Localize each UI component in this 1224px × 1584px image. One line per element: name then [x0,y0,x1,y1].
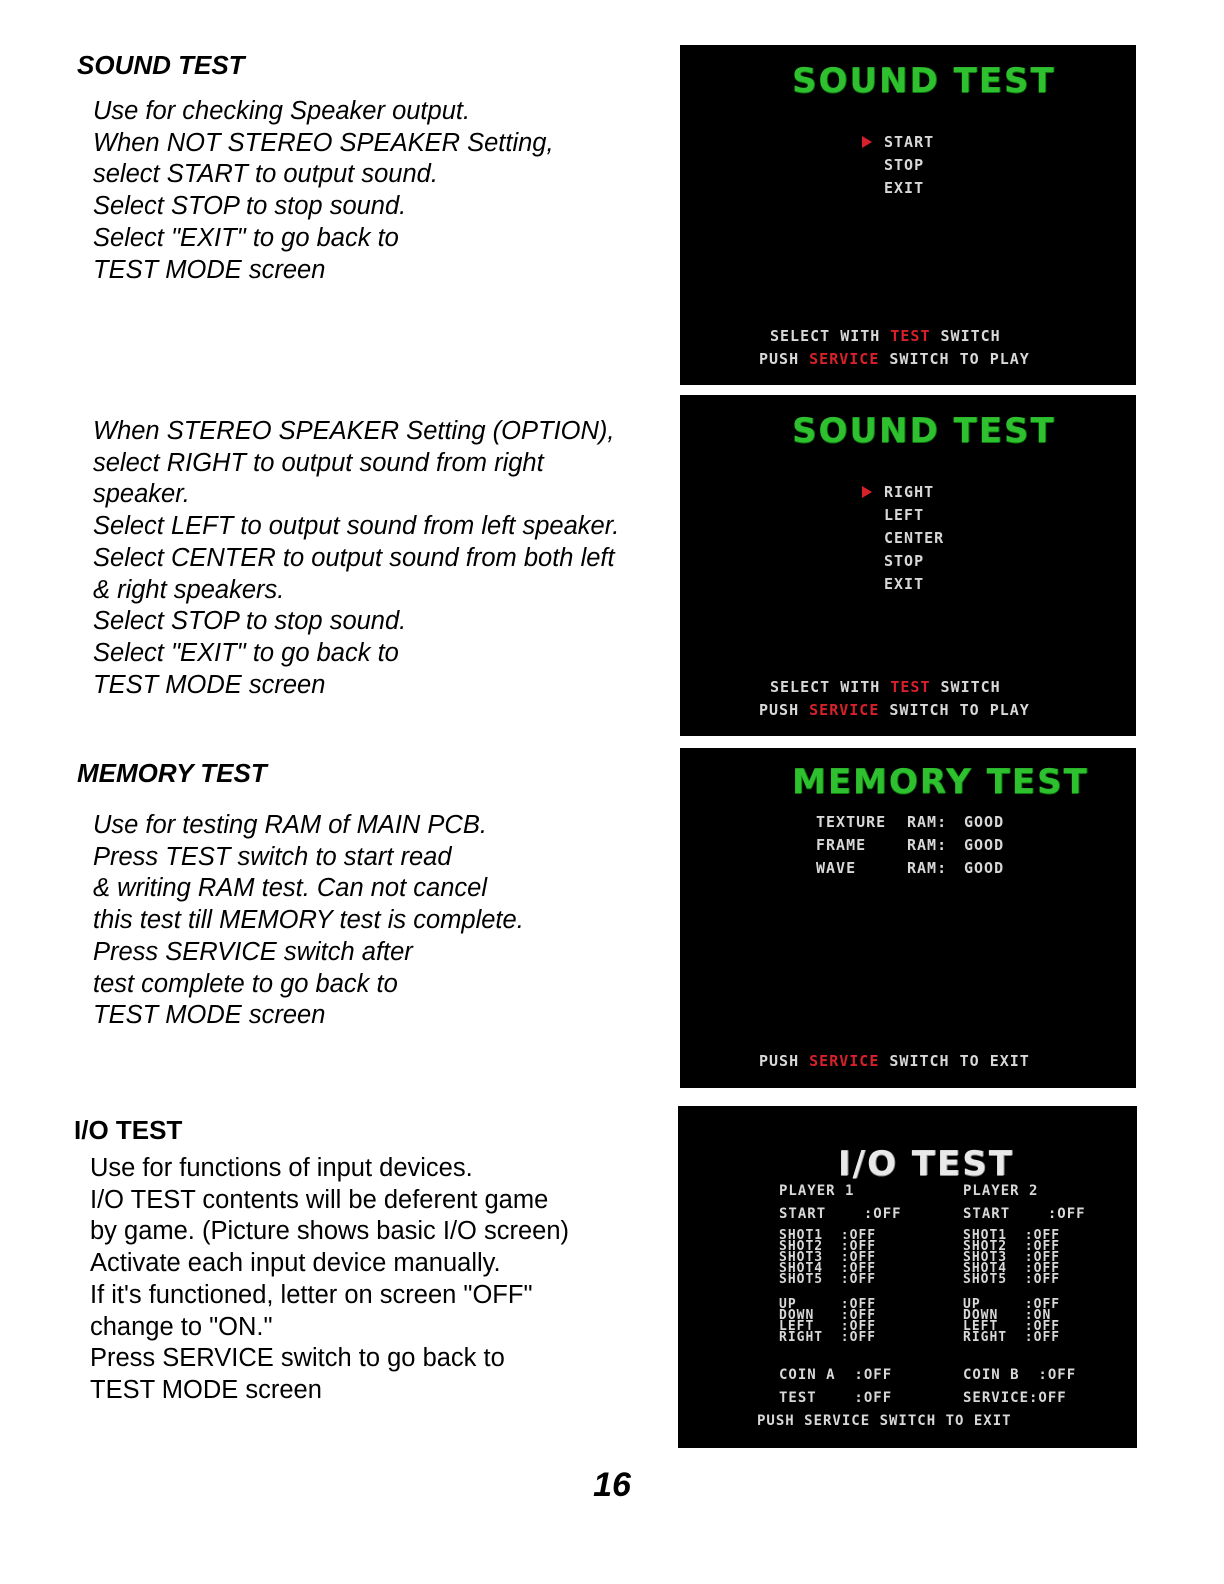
text-line: Press TEST switch to start read [93,842,452,871]
footer-text: SELECT WITH [770,678,891,696]
player2-header: PLAYER 2 [963,1183,1039,1199]
io-test-heading: I/O TEST [74,1115,183,1145]
sound-test-stereo-description [93,416,619,701]
io-test-screen [678,1106,1137,1448]
menu-item-exit: EXIT [884,179,925,197]
menu-item-left: LEFT [884,506,925,524]
menu-item-right: RIGHT [884,483,935,501]
text-line: TEST MODE screen [90,1375,322,1404]
text-line: Activate each input device manually. [90,1249,501,1278]
screen-title: I/O TEST [838,1144,1014,1184]
player2-coin: COIN B :OFF [963,1367,1077,1383]
player1-directions: UP :OFF DOWN :OFF LEFT :OFF RIGHT :OFF [779,1297,877,1345]
memory-row-label: TEXTURE [816,813,887,831]
footer-highlight: TEST [890,327,931,345]
memory-row-status: GOOD [964,813,1005,831]
footer-highlight: SERVICE [809,701,880,719]
memory-row-ram: RAM: [907,813,948,831]
memory-row-label: WAVE [816,859,857,877]
text-line: select START to output sound. [93,160,438,189]
text-line: TEST MODE screen [93,670,326,699]
service-switch-status: SERVICE:OFF [963,1390,1067,1406]
footer-highlight: TEST [890,678,931,696]
footer-text: SELECT WITH [770,327,891,345]
text-line: I/O TEST contents will be deferent game [90,1185,549,1214]
text-line: Press SERVICE switch to go back to [90,1344,505,1373]
text-line: TEST MODE screen [93,255,326,284]
menu-cursor-icon [862,486,872,498]
footer-text: SWITCH TO PLAY [879,350,1030,368]
menu-item-stop: STOP [884,552,925,570]
text-line: TEST MODE screen [93,1001,326,1030]
screen-footer-select [770,327,1001,345]
text-line: this test till MEMORY test is complete. [93,906,524,935]
player1-header: PLAYER 1 [779,1183,855,1199]
player1-shots: SHOT1 :OFF SHOT2 :OFF SHOT3 :OFF SHOT4 :OFF SHOT5 :OFF [779,1228,877,1287]
text-line: change to "ON." [90,1312,273,1341]
text-line: Press SERVICE switch after [93,937,413,966]
text-line: When NOT STEREO SPEAKER Setting, [93,128,554,157]
screen-footer-push: PUSH SERVICE SWITCH TO EXIT [757,1413,1012,1429]
memory-row-ram: RAM: [907,836,948,854]
sound-test-screen-stereo [680,395,1136,736]
footer-text: PUSH [759,1052,810,1070]
memory-test-description [93,810,524,1032]
screen-footer-select [770,678,1001,696]
text-line: Use for checking Speaker output. [93,97,471,125]
text-line: & writing RAM test. Can not cancel [93,874,487,903]
text-line: Select "EXIT" to go back to [93,223,399,252]
footer-text: PUSH [759,350,810,368]
memory-test-heading: MEMORY TEST [77,758,267,788]
screen-footer-push [759,701,1030,719]
text-line: If it's functioned, letter on screen "OFF" [90,1280,533,1309]
text-line: Select STOP to stop sound. [93,192,407,221]
player2-directions: UP :OFF DOWN :ON LEFT :OFF RIGHT :OFF [963,1297,1061,1345]
player1-start: START :OFF [779,1206,902,1222]
sound-test-screen-mono [680,45,1136,385]
sound-test-mono-description [93,96,554,286]
footer-highlight: SERVICE [809,1052,880,1070]
footer-text: SWITCH TO PLAY [879,701,1030,719]
footer-text: SWITCH [930,327,1001,345]
text-line: & right speakers. [93,575,285,604]
screen-title: SOUND TEST [792,411,1056,451]
menu-item-stop: STOP [884,156,925,174]
memory-test-screen [680,748,1136,1088]
page-number: 16 [593,1466,631,1504]
screen-footer-push [759,350,1030,368]
text-line: by game. (Picture shows basic I/O screen) [90,1217,570,1246]
text-line: Use for testing RAM of MAIN PCB. [93,811,487,839]
footer-text: SWITCH [930,678,1001,696]
menu-item-center: CENTER [884,529,945,547]
screen-title: SOUND TEST [792,61,1056,101]
text-line: test complete to go back to [93,969,398,998]
memory-row-status: GOOD [964,859,1005,877]
text-line: Select STOP to stop sound. [93,607,407,636]
player1-coin: COIN A :OFF [779,1367,893,1383]
text-line: When STEREO SPEAKER Setting (OPTION), [93,417,615,445]
sound-test-heading: SOUND TEST [77,50,245,80]
io-test-description [90,1153,569,1407]
text-line: Select "EXIT" to go back to [93,638,399,667]
player2-shots: SHOT1 :OFF SHOT2 :OFF SHOT3 :OFF SHOT4 :OFF SHOT5 :OFF [963,1228,1061,1287]
menu-cursor-icon [862,136,872,148]
text-line: select RIGHT to output sound from right [93,448,544,477]
text-line: Use for functions of input devices. [90,1154,473,1182]
memory-row-label: FRAME [816,836,867,854]
screen-footer-push [759,1052,1030,1070]
footer-highlight: SERVICE [809,350,880,368]
menu-item-exit: EXIT [884,575,925,593]
memory-row-ram: RAM: [907,859,948,877]
player2-start: START :OFF [963,1206,1086,1222]
text-line: Select LEFT to output sound from left speaker. [93,512,620,541]
footer-text: PUSH [759,701,810,719]
screen-title: MEMORY TEST [792,762,1089,802]
text-line: speaker. [93,480,190,509]
menu-item-start: START [884,133,935,151]
footer-text: SWITCH TO EXIT [879,1052,1030,1070]
test-switch-status: TEST :OFF [779,1390,893,1406]
memory-row-status: GOOD [964,836,1005,854]
text-line: Select CENTER to output sound from both left [93,543,615,572]
